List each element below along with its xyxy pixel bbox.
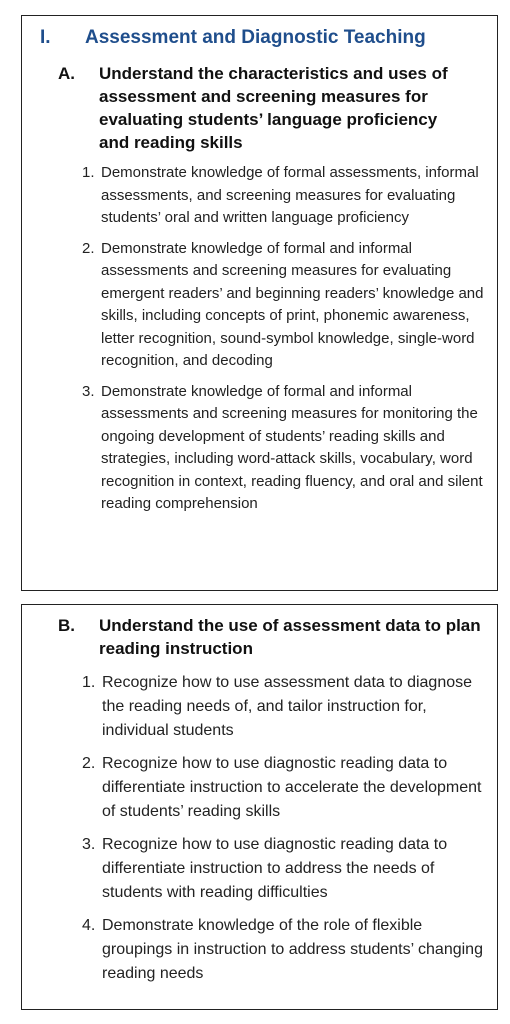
item-number: 2. <box>82 755 96 772</box>
subsection-letter-a: A. <box>58 64 75 83</box>
subsection-heading-b <box>58 614 488 660</box>
list-item <box>82 162 490 230</box>
list-item <box>82 833 484 905</box>
item-number: 1. <box>82 674 96 691</box>
competency-panel-b <box>21 604 498 1010</box>
item-number: 1. <box>82 164 95 181</box>
item-text: Demonstrate knowledge of formal and informal assessments and screening measures for monitoring the ongoing development of students’ reading skills and strategies, including word-attack skills, vocabulary, word recognition in context, reading fluency, and oral and silent reading comprehension <box>101 382 483 512</box>
objective-list-b <box>82 671 484 995</box>
subsection-letter-b: B. <box>58 616 75 635</box>
competency-panel-a <box>21 15 498 591</box>
item-number: 4. <box>82 917 96 934</box>
subsection-title-a: Understand the characteristics and uses of assessment and screening measures for evaluating students’ language proficiency and reading skills <box>99 64 448 152</box>
section-number: I. <box>40 27 51 48</box>
item-text: Demonstrate knowledge of formal assessments, informal assessments, and screening measures for evaluating students’ oral and written language proficiency <box>101 164 479 226</box>
item-number: 2. <box>82 239 95 257</box>
list-item <box>82 381 490 516</box>
section-heading <box>40 27 426 49</box>
list-item <box>82 238 490 373</box>
item-text: Recognize how to use diagnostic reading data to differentiate instruction to address the needs of students with reading difficulties <box>102 836 448 901</box>
item-text: Recognize how to use diagnostic reading data to differentiate instruction to accelerate the development of students’ reading skills <box>102 755 482 820</box>
subsection-heading-a <box>58 62 478 154</box>
item-text: Demonstrate knowledge of formal and informal assessments and screening measures for evaluating emergent readers’ and beginning readers’ knowledge and skills, including concepts of print, phonemic awareness, letter recognition, sound-symbol knowledge, single-word recognition, and decoding <box>101 239 484 369</box>
section-title: Assessment and Diagnostic Teaching <box>85 27 426 48</box>
subsection-title-b: Understand the use of assessment data to plan reading instruction <box>99 616 481 658</box>
item-text: Recognize how to use assessment data to diagnose the reading needs of, and tailor instruction for, individual students <box>102 674 473 739</box>
objective-list-a <box>82 162 490 524</box>
item-number: 3. <box>82 382 95 400</box>
item-number: 3. <box>82 836 96 853</box>
list-item <box>82 914 484 986</box>
item-text: Demonstrate knowledge of the role of flexible groupings in instruction to address students’ changing reading needs <box>102 917 483 982</box>
list-item <box>82 671 484 743</box>
list-item <box>82 752 484 824</box>
